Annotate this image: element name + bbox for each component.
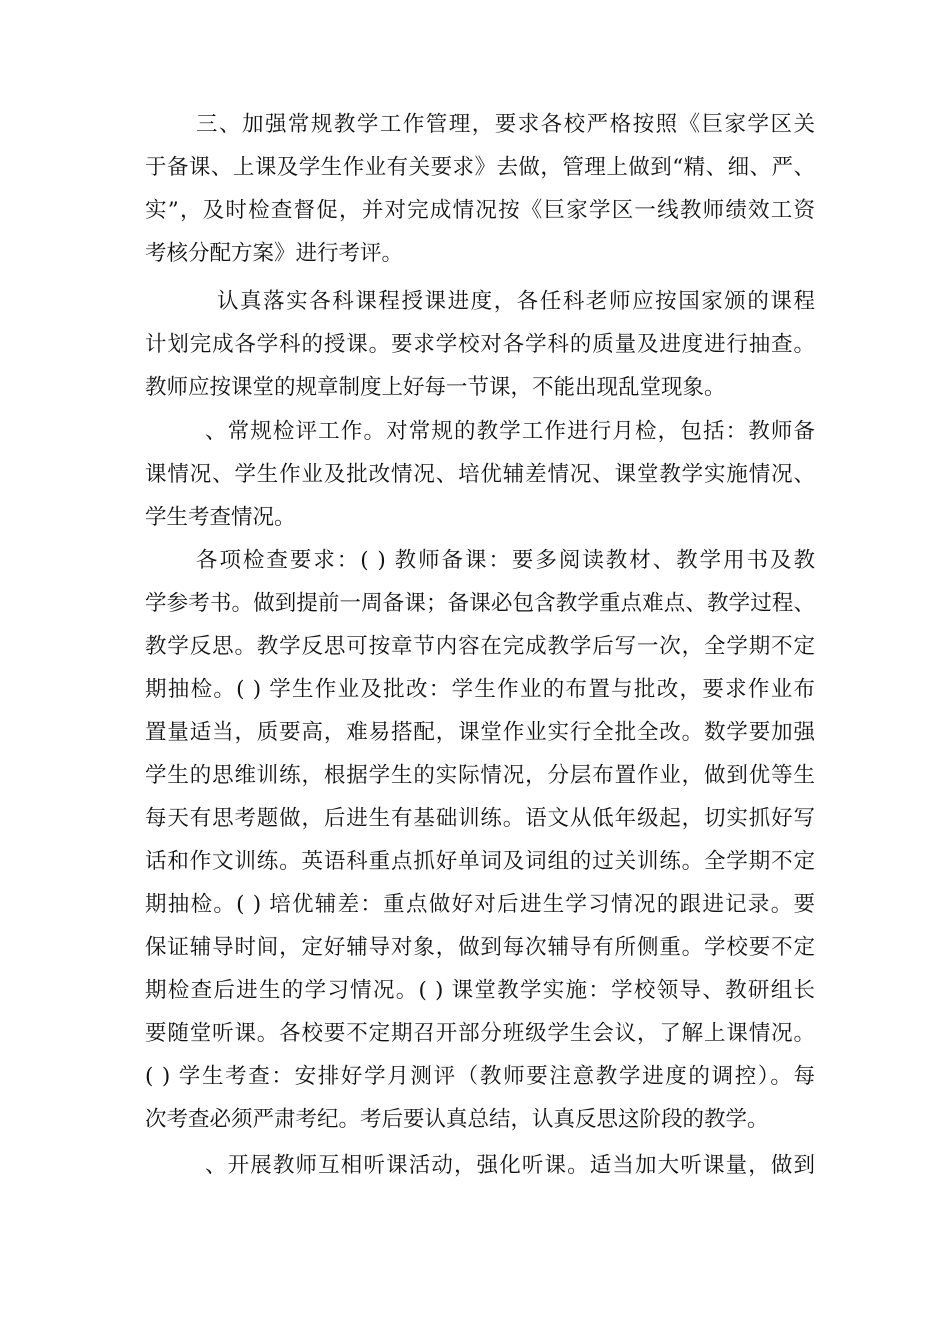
- paragraph-2-line-2: 计划完成各学科的授课。要求学校对各学科的质量及进度进行抽查。: [145, 332, 815, 357]
- paragraph-1-line-2: 于备课、上课及学生作业有关要求》去做，管理上做到“精、细、严、: [145, 155, 815, 180]
- paragraph-1-line-1: 三、加强常规教学工作管理，要求各校严格按照《巨家学区关: [196, 112, 815, 137]
- paragraph-4-line-12: 要随堂听课。各校要不定期召开部分班级学生会议，了解上课情况。: [145, 1021, 815, 1046]
- paragraph-3-line-1: 、常规检评工作。对常规的教学工作进行月检，包括：教师备: [205, 419, 815, 444]
- paragraph-4-line-5: 置量适当，质要高，难易搭配，课堂作业实行全批全改。数学要加强: [145, 720, 815, 745]
- paragraph-3-line-2: 课情况、学生作业及批改情况、培优辅差情况、课堂教学实施情况、: [145, 462, 815, 487]
- paragraph-4-line-9: 期抽检。( ) 培优辅差：重点做好对后进生学习情况的跟进记录。要: [145, 892, 815, 917]
- paragraph-3-line-3: 学生考查情况。: [145, 505, 296, 530]
- paragraph-1-line-4: 考核分配方案》进行考评。: [145, 241, 404, 266]
- paragraph-4-line-4: 期抽检。( ) 学生作业及批改：学生作业的布置与批改，要求作业布: [145, 677, 815, 702]
- paragraph-4-line-14: 次考查必须严肃考纪。考后要认真总结，认真反思这阶段的教学。: [145, 1107, 769, 1132]
- paragraph-4-line-3: 教学反思。教学反思可按章节内容在完成教学后写一次，全学期不定: [145, 634, 815, 659]
- paragraph-4-line-13: ( ) 学生考查：安排好学月测评（教师要注意教学进度的调控）。每: [145, 1064, 815, 1089]
- paragraph-4-line-7: 每天有思考题做，后进生有基础训练。语文从低年级起，切实抓好写: [145, 806, 815, 831]
- paragraph-4-line-8: 话和作文训练。英语科重点抓好单词及词组的过关训练。全学期不定: [145, 849, 815, 874]
- paragraph-2-line-3: 教师应按课堂的规章制度上好每一节课，不能出现乱堂现象。: [145, 375, 726, 400]
- paragraph-2-line-1: 认真落实各科课程授课进度，各任科老师应按国家颁的课程: [217, 289, 815, 314]
- paragraph-1-line-3: 实”，及时检查督促，并对完成情况按《巨家学区一线教师绩效工资: [145, 198, 815, 223]
- paragraph-4-line-10: 保证辅导时间，定好辅导对象，做到每次辅导有所侧重。学校要不定: [145, 935, 815, 960]
- paragraph-4-line-11: 期检查后进生的学习情况。( ) 课堂教学实施：学校领导、教研组长: [145, 978, 815, 1003]
- paragraph-4-line-1: 各项检查要求：( ) 教师备课：要多阅读教材、教学用书及教: [196, 548, 815, 573]
- paragraph-4-line-6: 学生的思维训练，根据学生的实际情况，分层布置作业，做到优等生: [145, 763, 815, 788]
- paragraph-5-line-1: 、开展教师互相听课活动，强化听课。适当加大听课量，做到: [205, 1153, 815, 1178]
- paragraph-4-line-2: 学参考书。做到提前一周备课；备课必包含教学重点难点、教学过程、: [145, 591, 815, 616]
